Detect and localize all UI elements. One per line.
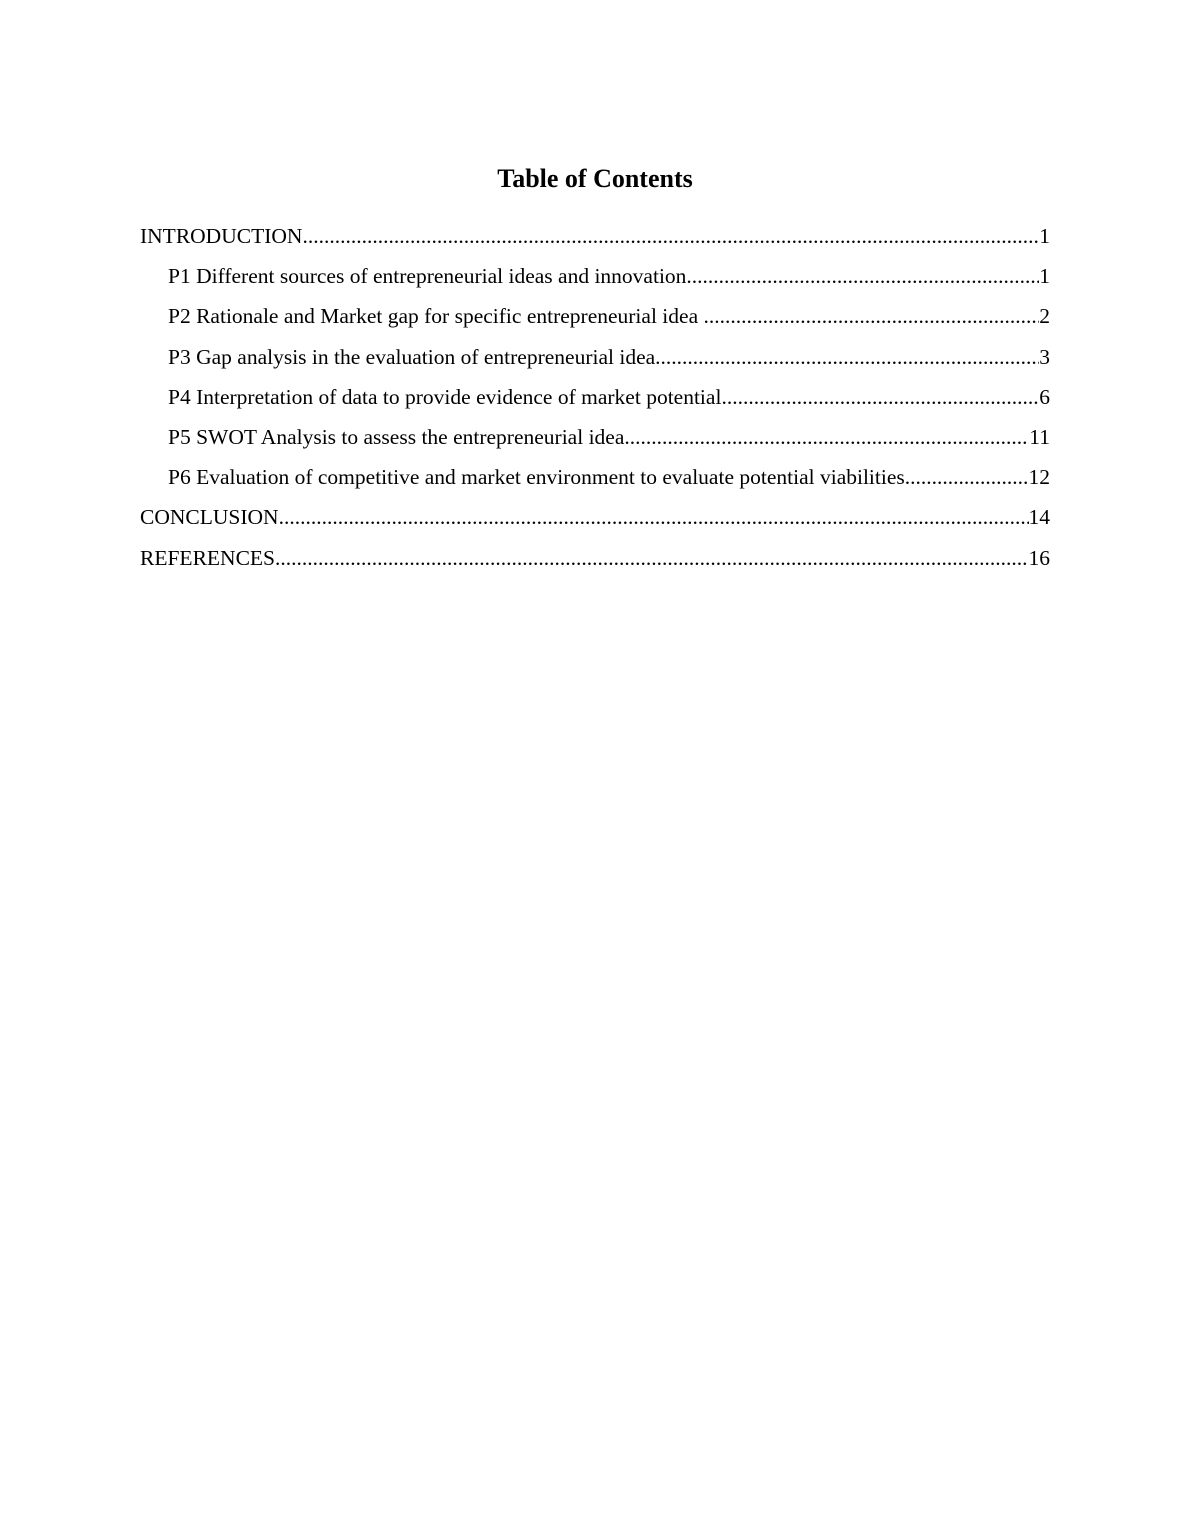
toc-entry-text: INTRODUCTION — [140, 224, 303, 248]
toc-entry-p1[interactable] — [140, 261, 1050, 301]
toc-entry-references[interactable] — [140, 543, 1050, 583]
toc-entry-introduction[interactable] — [140, 221, 1050, 261]
toc-leader-dots — [302, 221, 1039, 251]
toc-entry-text: P3 Gap analysis in the evaluation of entrepreneurial idea — [168, 344, 656, 369]
toc-entry-text: P4 Interpretation of data to provide evidence of market potential — [168, 384, 722, 409]
toc-leader-dots — [655, 342, 1039, 372]
toc-page-number: 2 — [1039, 304, 1050, 329]
toc-leader-dots — [279, 502, 1029, 532]
toc-entry-text: P5 SWOT Analysis to assess the entrepreneurial idea — [168, 424, 625, 449]
toc-leader-dots — [275, 543, 1029, 573]
toc-entry-p2[interactable] — [140, 301, 1050, 341]
toc-entry-text: P6 Evaluation of competitive and market environment to evaluate potential viabilities — [168, 465, 905, 490]
toc-entry-p6[interactable] — [140, 462, 1050, 502]
toc-page-number: 16 — [1028, 545, 1050, 570]
toc-page-number: 12 — [1028, 465, 1050, 490]
toc-page-number: 14 — [1028, 505, 1050, 530]
toc-entry-p4[interactable] — [140, 382, 1050, 422]
toc-leader-dots — [686, 261, 1039, 291]
toc-entry-conclusion[interactable] — [140, 502, 1050, 542]
toc-leader-dots — [721, 382, 1039, 412]
toc-leader-dots — [624, 422, 1029, 452]
toc-page-number: 3 — [1039, 344, 1050, 369]
page-title: Table of Contents — [497, 164, 693, 193]
toc-leader-dots — [905, 462, 1029, 492]
toc-page-number: 1 — [1039, 224, 1050, 248]
toc-leader-dots — [703, 301, 1039, 331]
toc-entry-p3[interactable] — [140, 342, 1050, 382]
toc-page-number: 11 — [1029, 424, 1050, 449]
toc-entry-text: P1 Different sources of entrepreneurial ideas and innovation — [168, 264, 687, 289]
toc-page-number: 1 — [1039, 264, 1050, 289]
toc-entry-text: REFERENCES — [140, 545, 275, 570]
toc-entry-text: CONCLUSION — [140, 505, 279, 530]
toc-page-number: 6 — [1039, 384, 1050, 409]
toc-entry-text: P2 Rationale and Market gap for specific entrepreneurial idea — [168, 304, 704, 329]
toc-list — [140, 221, 1050, 583]
toc-entry-p5[interactable] — [140, 422, 1050, 462]
